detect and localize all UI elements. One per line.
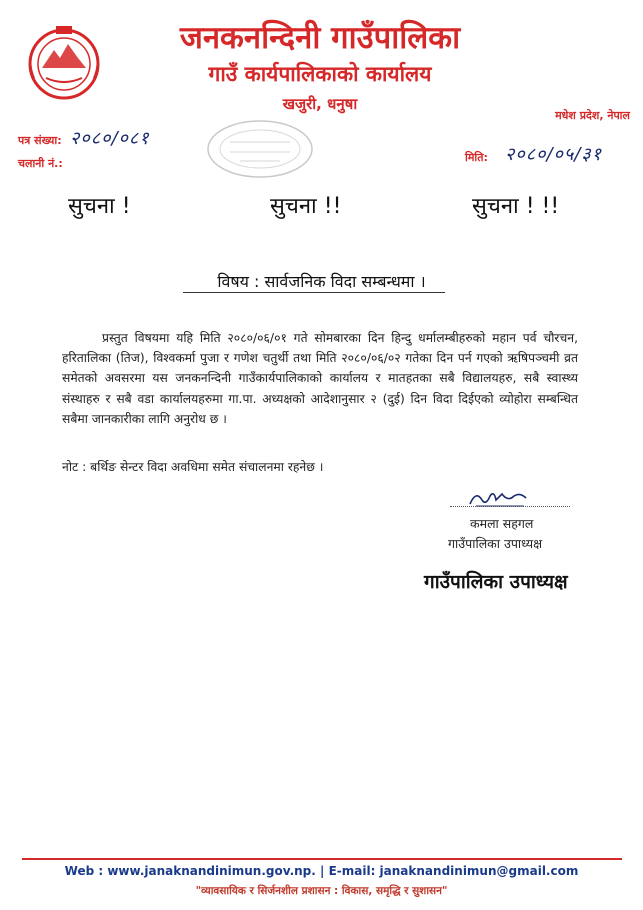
reference-number-label: पत्र संख्या: xyxy=(18,134,62,147)
office-title: जनकनन्दिनी गाउँपालिका xyxy=(179,20,461,56)
notice-heading-2: सुचना !! xyxy=(270,194,342,219)
subject-line: विषय : सार्वजनिक विदा सम्बन्धमा । xyxy=(217,272,426,291)
province-label: मधेश प्रदेश, नेपाल xyxy=(555,109,630,122)
signature-dotted-line xyxy=(450,505,570,507)
signature-icon xyxy=(466,486,536,512)
notice-heading-1: सुचना ! xyxy=(68,194,131,219)
dispatch-number-label: चलानी नं.: xyxy=(18,157,63,170)
notice-body xyxy=(62,328,578,429)
signer-stamp-title: गाउँपालिका उपाध्यक्ष xyxy=(424,571,568,593)
signer-name: कमला सहगल xyxy=(470,516,534,531)
signer-title: गाउँपालिका उपाध्यक्ष xyxy=(448,536,543,551)
government-emblem-icon xyxy=(26,22,102,102)
date-label: मिति: xyxy=(465,151,488,164)
office-address: खजुरी, धनुषा xyxy=(282,95,358,113)
date-value: २०८०/०५/३१ xyxy=(505,144,603,165)
subject-underline xyxy=(183,292,445,293)
footer-divider xyxy=(22,858,622,860)
office-stamp-icon xyxy=(205,118,315,180)
reference-number-value: २०८०/०८१ xyxy=(70,128,150,149)
notice-body-text: प्रस्तुत विषयमा यहि मिति २०८०/०६/०१ गते सोमबारका दिन हिन्दु धर्मालम्बीहरुको महान पर्व चौरचन, हरितालिका (तिज), विश्वकर्मा पुजा र गणेश चतुर्थी तथा मिति २०८०/०६/०२ गतेका दिन पर्न गएको ऋषिपञ्चमी व्रत समेतको अवसरमा यस जनकनन्दिनी गाउँकार्यपालिकाको कार्यालय र मातहतका सबै विद्यालयहरु, सबै स्वास्थ्य संस्थाहरु र सबै वडा कार्यालयहरुमा गा.पा. अध्यक्षको आदेशानुसार २ (दुई) दिन विदा दिईएको व्योहोरा सम्बन्धित सबैमा जानकारीका लागि अनुरोध छ । xyxy=(62,331,578,426)
office-subtitle: गाउँ कार्यपालिकाको कार्यालय xyxy=(208,62,432,86)
footer-contact: Web : www.janaknandinimun.gov.np. | E-mail: janaknandinimun@gmail.com xyxy=(64,864,579,878)
notice-heading-3: सुचना ! !! xyxy=(472,194,560,219)
footer-slogan: "व्यावसायिक र सिर्जनशील प्रशासन : विकास, समृद्धि र सुशासन" xyxy=(195,885,448,897)
note-text: नोट : बर्थिङ सेन्टर विदा अवधिमा समेत संचालनमा रहनेछ । xyxy=(62,460,324,474)
